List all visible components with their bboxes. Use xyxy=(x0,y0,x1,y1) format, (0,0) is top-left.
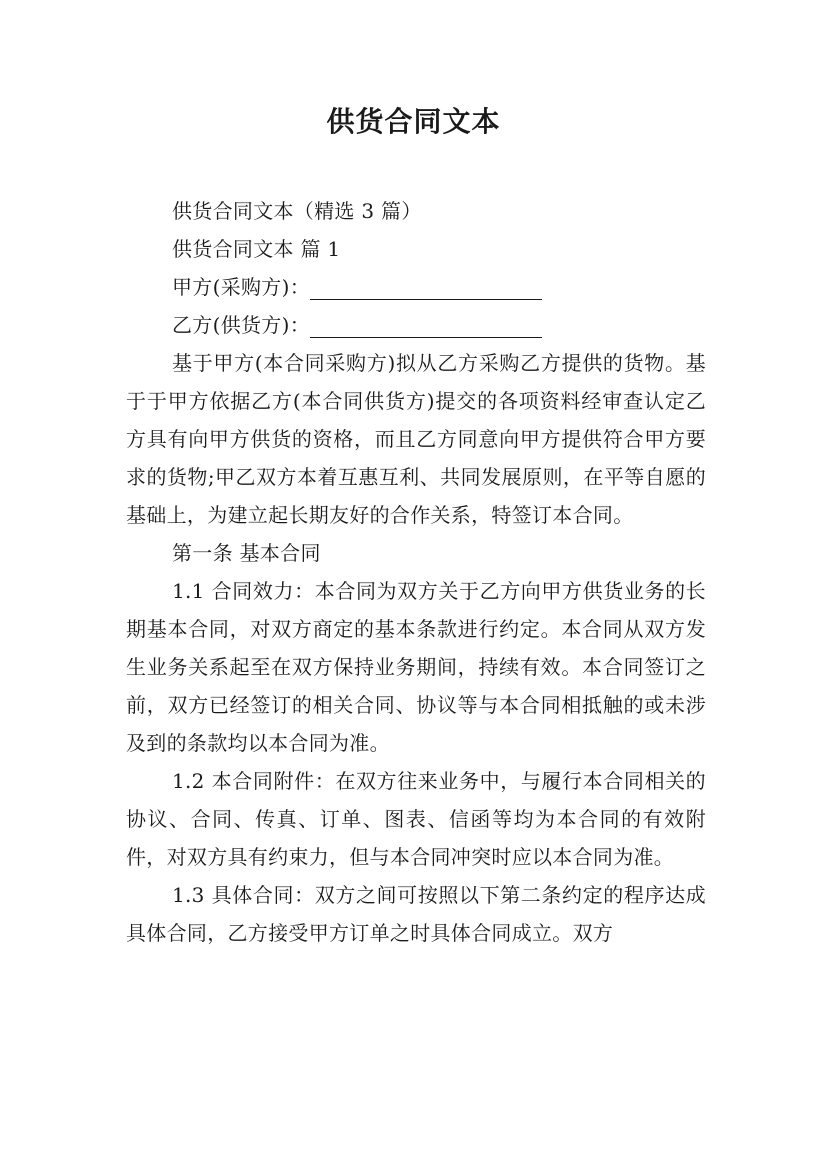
clause-paragraph: 1.2 本合同附件：在双方往来业务中，与履行本合同相关的协议、合同、传真、订单、图表、信函等均为本合同的有效附件，对双方具有约束力，但与本合同冲突时应以本合同为准。 xyxy=(126,769,706,869)
document-body xyxy=(126,192,706,952)
party-a-label: 甲方(采购方)： xyxy=(172,275,311,299)
article-heading: 第一条 基本合同 xyxy=(172,541,321,565)
party-a-blank xyxy=(310,277,542,300)
document-subtitle: 供货合同文本（精选 3 篇） xyxy=(172,199,422,223)
chapter-heading: 供货合同文本 篇 1 xyxy=(172,237,341,261)
party-b-blank xyxy=(310,315,542,338)
party-a-line xyxy=(126,268,706,306)
party-b-label: 乙方(供货方)： xyxy=(172,313,311,337)
clause-paragraph: 1.3 具体合同：双方之间可按照以下第二条约定的程序达成具体合同，乙方接受甲方订单之时具体合同成立。双方 xyxy=(126,883,706,945)
party-b-line xyxy=(126,306,706,344)
document-title: 供货合同文本 xyxy=(326,105,501,138)
preamble-paragraph: 基于甲方(本合同采购方)拟从乙方采购乙方提供的货物。基于于甲方依据乙方(本合同供货方)提交的各项资料经审查认定乙方具有向甲方供货的资格，而且乙方同意向甲方提供符合甲方要求的货物;甲乙双方本着互惠互利、共同发展原则，在平等自愿的基础上，为建立起长期友好的合作关系，特签订本合同。 xyxy=(126,351,706,527)
clause-paragraph: 1.1 合同效力：本合同为双方关于乙方向甲方供货业务的长期基本合同，对双方商定的基本条款进行约定。本合同从双方发生业务关系起至在双方保持业务期间，持续有效。本合同签订之前，双方已经签订的相关合同、协议等与本合同相抵触的或未涉及到的条款均以本合同为准。 xyxy=(126,579,706,755)
